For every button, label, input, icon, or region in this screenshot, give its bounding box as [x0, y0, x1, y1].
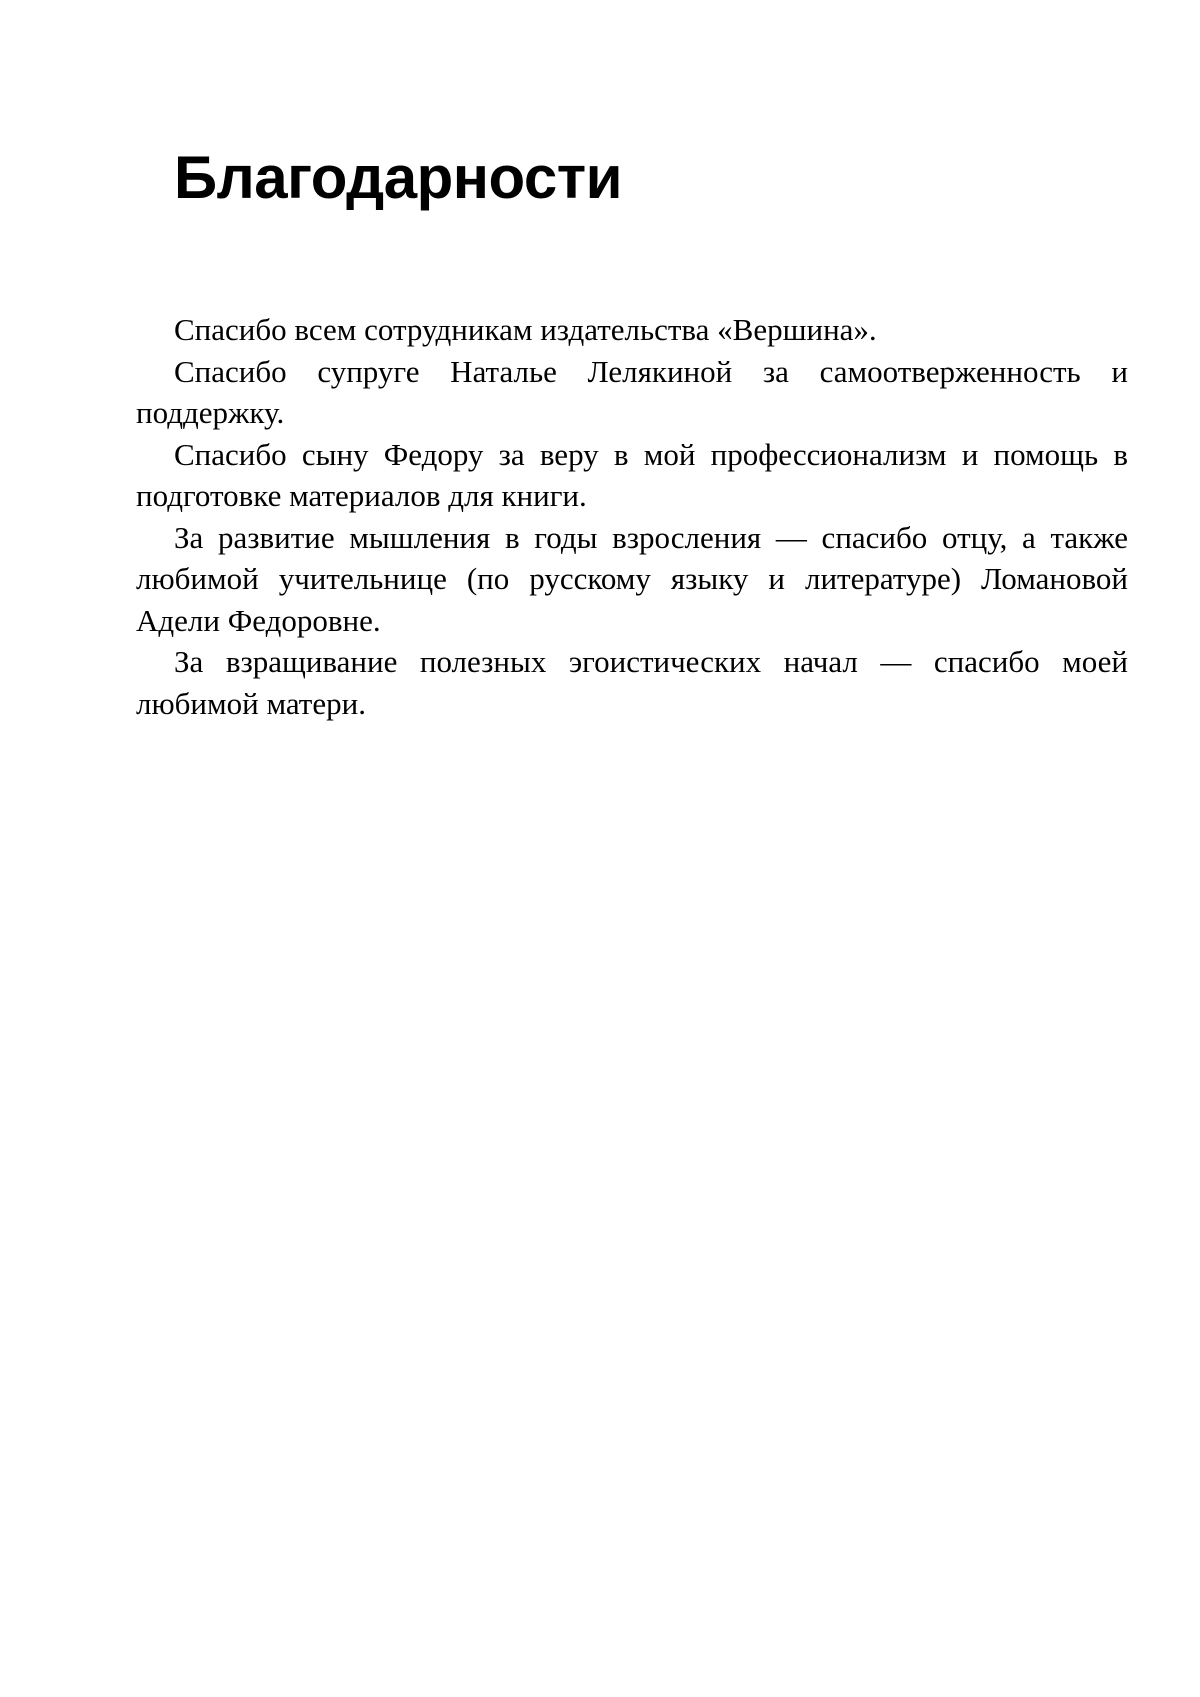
paragraph-son-thanks: Спасибо сыну Федору за веру в мой профессионализм и помощь в подготовке материалов для книги. [136, 436, 1128, 513]
paragraph-mother-thanks: За взращивание полезных эгоистических начал — спасибо моей любимой матери. [136, 644, 1128, 721]
paragraph-father-teacher-thanks: За развитие мышления в годы взросления — спасибо отцу, а также любимой учительнице (по русскому языку и литературе) Ломановой Адели Федоровне. [136, 519, 1128, 638]
paragraph-publisher-thanks: Спасибо всем сотрудникам издательства «Вершина». [174, 312, 877, 347]
acknowledgements-text [136, 309, 1128, 724]
paragraph-wife-thanks: Спасибо супруге Наталье Лелякиной за самоотверженность и поддержку. [136, 353, 1128, 430]
page-title: Благодарности [174, 144, 623, 211]
